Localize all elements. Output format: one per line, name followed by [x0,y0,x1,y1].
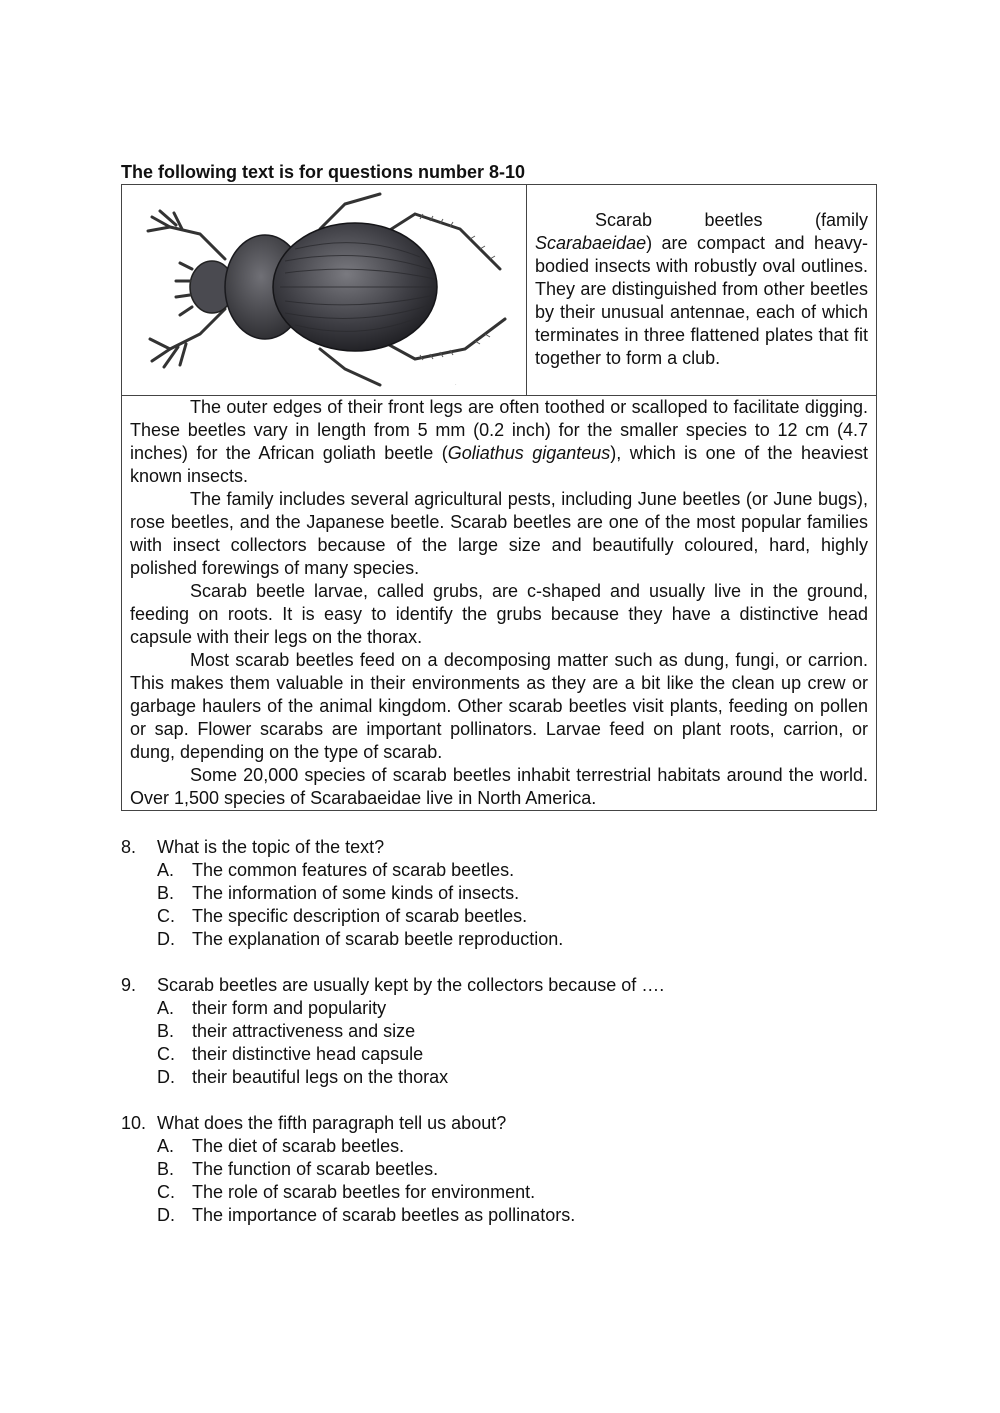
option-text: The common features of scarab beetles. [192,860,515,880]
paragraph-1-text-cont: ) are compact and heavy-bodied insects with robustly oval outlines. They are distinguished from other beetles by their unusual antennae, each of which terminates in three flattened plates that fit together to form a club. [535,233,868,368]
question-number: 10. [121,1113,147,1133]
option-text: their distinctive head capsule [192,1044,424,1064]
question-10 [121,1112,881,1227]
scarab-beetle-icon [130,189,520,389]
option-letter: A. [157,860,175,880]
option-8b[interactable] [157,882,881,905]
species-name: Goliathus giganteus [447,443,611,463]
option-text: The diet of scarab beetles. [192,1136,405,1156]
option-letter: C. [157,1182,175,1202]
option-10a[interactable] [157,1135,881,1158]
paragraph-5: Most scarab beetles feed on a decomposing matter such as dung, fungi, or carrion. This makes them valuable in their environments as they are a bit like the clean up crew or garbage haulers of the animal kingdom. Other scarab beetles visit plants, feeding on pollen or sap. Flower scarabs are important pollinators. Larvae feed on plant roots, carrion, or dung, depending on the type of scarab. [130,650,868,762]
question-8 [121,836,881,951]
option-text: The importance of scarab beetles as pollinators. [192,1205,576,1225]
question-number: 8. [121,837,137,857]
option-text: their attractiveness and size [192,1021,416,1041]
answer-options [157,1135,881,1227]
paragraph-3: The family includes several agricultural pests, including June beetles (or June bugs), rose beetles, and the Japanese beetle. Scarab beetles are one of the most popular families with insect collectors because of the large size and beautifully coloured, hard, highly polished forewings of many species. [130,489,868,578]
option-10d[interactable] [157,1204,881,1227]
paragraph-1-text: Scarab beetles (family [595,210,868,230]
question-text: Scarab beetles are usually kept by the collectors because of …. [157,975,665,995]
reading-passage [121,184,877,811]
option-text: The specific description of scarab beetles. [192,906,528,926]
option-text: The information of some kinds of insects. [192,883,520,903]
option-8d[interactable] [157,928,881,951]
question-stem [121,1112,881,1135]
question-9 [121,974,881,1089]
option-9c[interactable] [157,1043,881,1066]
paragraph-1 [535,209,868,370]
option-8c[interactable] [157,905,881,928]
answer-options [157,997,881,1089]
question-stem [121,974,881,997]
option-9d[interactable] [157,1066,881,1089]
option-9b[interactable] [157,1020,881,1043]
passage-body [122,396,876,810]
option-8a[interactable] [157,859,881,882]
option-10c[interactable] [157,1181,881,1204]
option-letter: C. [157,906,175,926]
option-letter: A. [157,998,175,1018]
question-list [121,836,881,1250]
option-text: their beautiful legs on the thorax [192,1067,449,1087]
question-stem [121,836,881,859]
option-text: The function of scarab beetles. [192,1159,439,1179]
question-text: What is the topic of the text? [157,837,385,857]
option-letter: D. [157,1067,175,1087]
option-letter: C. [157,1044,175,1064]
option-letter: B. [157,1021,175,1041]
option-letter: A. [157,1136,175,1156]
paragraph-6: Some 20,000 species of scarab beetles inhabit terrestrial habitats around the world. Over 1,500 species of Scarabaeidae live in North America. [130,765,868,808]
family-name: Scarabaeidae [535,233,647,253]
option-letter: B. [157,1159,175,1179]
page-title: The following text is for questions number 8-10 [121,162,526,182]
question-text: What does the fifth paragraph tell us about? [157,1113,507,1133]
paragraph-2 [130,396,868,488]
option-9a[interactable] [157,997,881,1020]
option-text: The explanation of scarab beetle reproduction. [192,929,564,949]
svg-text:.: . [455,381,457,387]
option-10b[interactable] [157,1158,881,1181]
intro-paragraph-cell [527,185,876,395]
option-letter: B. [157,883,175,903]
beetle-image [122,185,527,395]
question-number: 9. [121,975,137,995]
paragraph-2-text-cont: ), which is one of the heaviest known insects. [130,443,869,486]
answer-options [157,859,881,951]
paragraph-2-text: The outer edges of their front legs are often toothed or scalloped to facilitate digging. These beetles vary in length from 5 mm (0.2 inch) for the smaller species to 12 cm (4.7 inches) for the African goliath beetle ( [130,397,868,463]
option-text: their form and popularity [192,998,387,1018]
option-letter: D. [157,929,175,949]
option-text: The role of scarab beetles for environment. [192,1182,536,1202]
paragraph-4: Scarab beetle larvae, called grubs, are c-shaped and usually live in the ground, feeding on roots. It is easy to identify the grubs because they have a distinctive head capsule with their legs on the thorax. [130,581,868,647]
option-letter: D. [157,1205,175,1225]
passage-top-row [122,185,876,396]
